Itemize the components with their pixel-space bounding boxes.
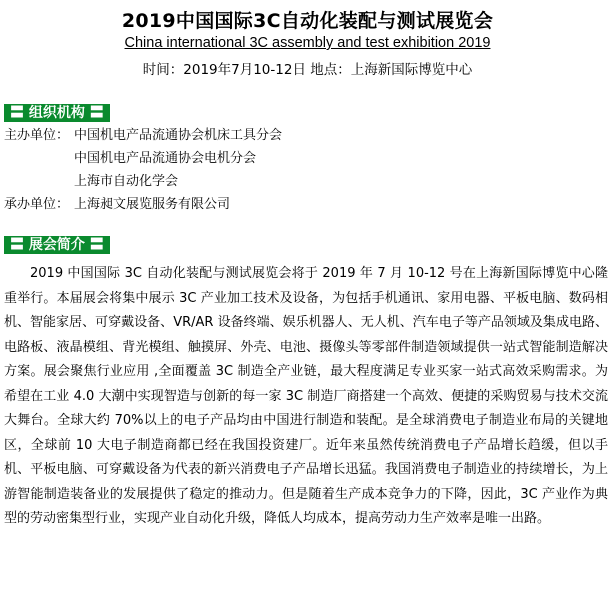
section-header-intro — [4, 236, 110, 254]
organizer-value: 上海昶文展览服务有限公司 — [74, 197, 231, 212]
page-subtitle: China international 3C assembly and test exhibition 2019 — [124, 35, 491, 51]
time-place-line: 时间：2019年7月10-12日 地点：上海新国际博览中心 — [142, 62, 473, 78]
section-heading-text: 展会简介 — [28, 237, 85, 253]
section-heading-text: 组织机构 — [28, 105, 85, 121]
page-title: 2019中国国际3C自动化装配与测试展览会 — [121, 10, 494, 32]
section-header-bars-icon: 〓 — [89, 105, 104, 121]
section-header-bars-icon: 〓 — [10, 237, 24, 253]
intro-paragraph: 2019 中国国际 3C 自动化装配与测试展览会将于 2019 年 7 月 10-12 号在上海新国际博览中心隆重举行。本届展会将集中展示 3C 产业加工技术及设备，为包括手机通讯、家用电器、平板电脑、数码相机、智能家居、可穿戴设备、VR/AR 设备终端、娱乐机器人、无人机、汽车电子等产品领域及集成电路、电路板、液晶模组、背光模组、触摸屏、外壳、电池、摄像头等零部件制造领域提供一站式智能制造解决方案。展会聚焦行业应用 ,全面覆盖 3C 制造全产业链，最大程度满足专业买家一站式高效采购需求。为希望在工业 4.0 大潮中实现智造与创新的每一家 3C 制造厂商搭建一个高效、便捷的采购贸易与技术交流大舞台。全球大约 70%以上的电子产品均由中国进行制造和装配。是全球消费电子制造业布局的关键地区，全球前 10 大电子制造商都已经在我国投资建厂。近年来虽然传统消费电子产品增长趋缓，但以手机、平板电脑、可穿戴设备为代表的新兴消费电子产品增长迅猛。我国消费电子制造业的持续增长，为上游智能制造装备业的发展提供了稳定的推动力。但是随着生产成本竞争力的下降，因此，3C 产业作为典型的劳动密集型行业，实现产业自动化升级，降低人均成本，提高劳动力生产效率是唯一出路。 — [4, 266, 608, 526]
host-item: 上海市自动化学会 — [74, 174, 179, 189]
section-header-bars-icon: 〓 — [89, 237, 104, 253]
host-item: 中国机电产品流通协会机床工具分会 — [74, 128, 283, 143]
organizer-label: 承办单位： — [4, 197, 70, 212]
host-item: 中国机电产品流通协会电机分会 — [74, 151, 257, 166]
section-header-bars-icon: 〓 — [10, 105, 24, 121]
host-label: 主办单位： — [4, 128, 70, 143]
section-header-organization — [4, 104, 110, 122]
